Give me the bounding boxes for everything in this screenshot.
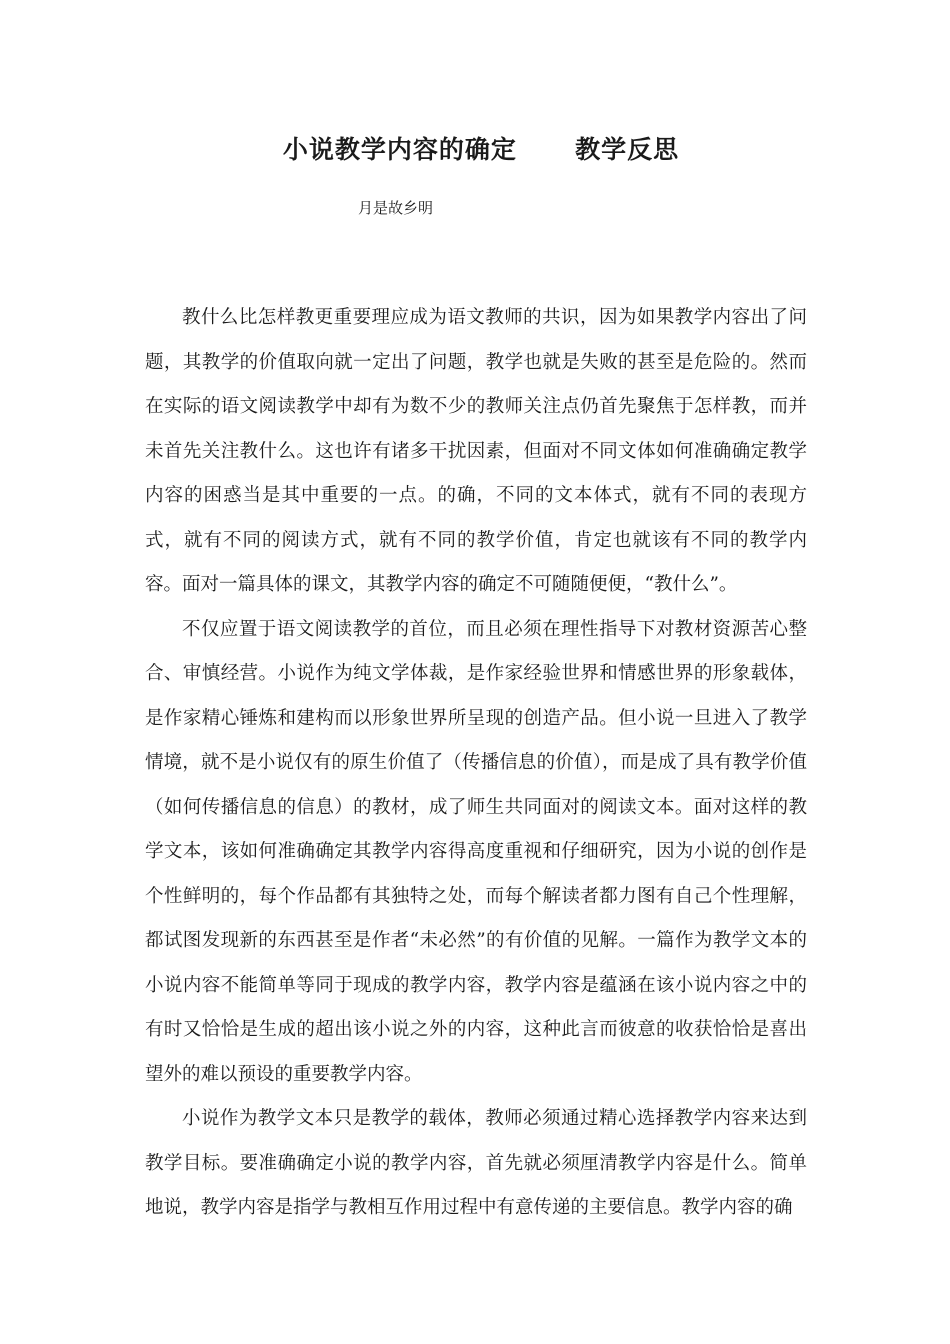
body-paragraph: 小说作为教学文本只是教学的载体，教师必须通过精心选择教学内容来达到教学目标。要准确确定小说的教学内容，首先就必须厘清教学内容是什么。简单地说，教学内容是指学与教相互作用过程中有意传递的主要信息。教学内容的确 [145,1108,807,1218]
document-body [145,296,807,1231]
body-paragraph: 教什么比怎样教更重要理应成为语文教师的共识，因为如果教学内容出了问题，其教学的价值取向就一定出了问题，教学也就是失败的甚至是危险的。然而在实际的语文阅读教学中却有为数不少的教师关注点仍首先聚焦于怎样教，而并未首先关注教什么。这也许有诸多干扰因素，但面对不同文体如何准确确定教学内容的困惑当是其中重要的一点。的确，不同的文本体式，就有不同的表现方式，就有不同的阅读方式，就有不同的教学价值，肯定也就该有不同的教学内容。面对一篇具体的课文，其教学内容的确定不可随随便便，“教什么”。 [145,307,807,595]
document-author: 月是故乡明 [358,199,434,217]
body-paragraph: 不仅应置于语文阅读教学的首位，而且必须在理性指导下对教材资源苦心整合、审慎经营。小说作为纯文学体裁，是作家经验世界和情感世界的形象载体，是作家精心锤炼和建构而以形象世界所呈现的创造产品。但小说一旦进入了教学情境，就不是小说仅有的原生价值了（传播信息的价值），而是成了具有教学价值（如何传播信息的信息）的教材，成了师生共同面对的阅读文本。面对这样的教学文本，该如何准确确定其教学内容得高度重视和仔细研究，因为小说的创作是个性鲜明的，每个作品都有其独特之处，而每个解读者都力图有自己个性理解，都试图发现新的东西甚至是作者“未必然”的有价值的见解。一篇作为教学文本的小说内容不能简单等同于现成的教学内容，教学内容是蕴涵在该小说内容之中的有时又恰恰是生成的超出该小说之外的内容，这种此言而彼意的收获恰恰是喜出望外的难以预设的重要教学内容。 [145,618,807,1085]
document-title: 小说教学内容的确定 教学反思 [282,135,680,164]
